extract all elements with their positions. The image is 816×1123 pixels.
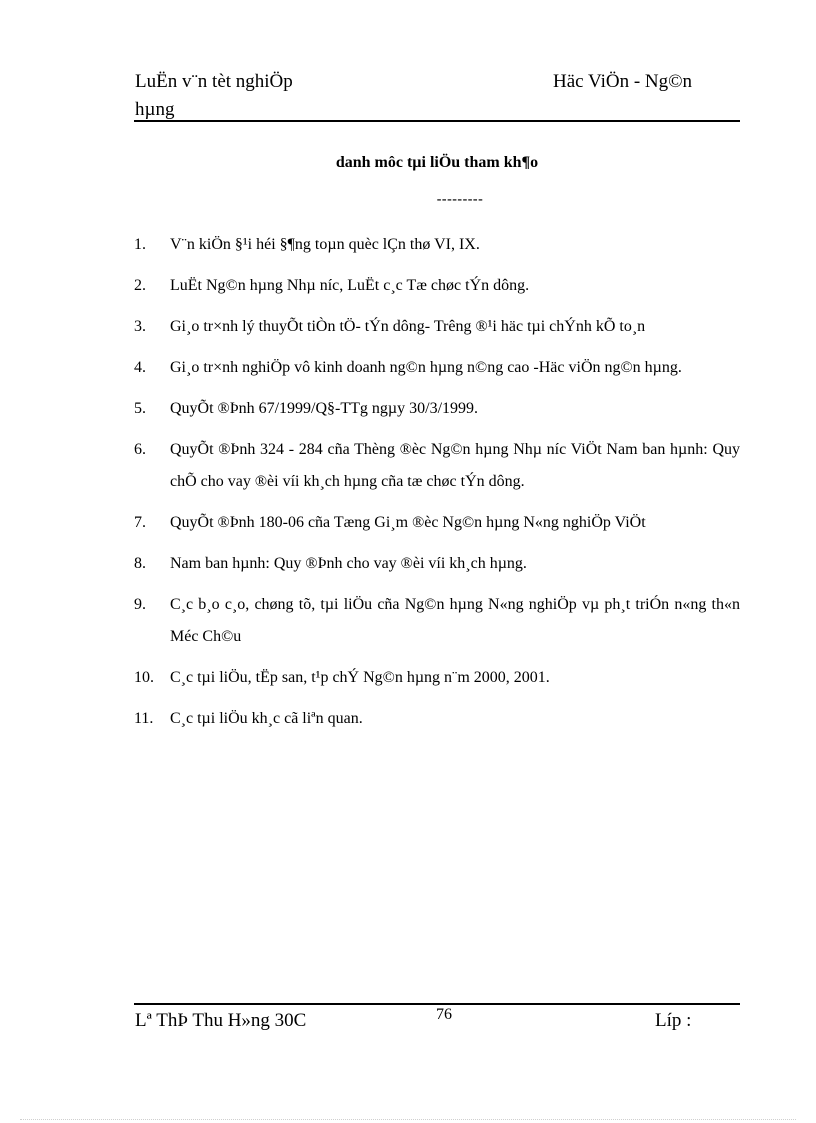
reference-item xyxy=(134,703,740,735)
reference-text: C¸c tµi liÖu kh¸c cã liªn quan. xyxy=(170,710,363,727)
title-separator: --------- xyxy=(436,192,484,207)
reference-item xyxy=(134,270,740,302)
reference-number: 9. xyxy=(134,596,146,613)
reference-number: 7. xyxy=(134,514,146,531)
reference-text: LuËt Ng©n hµng Nhµ níc, LuËt c¸c Tæ chøc tÝn dông. xyxy=(170,277,530,294)
reference-item xyxy=(134,393,740,425)
reference-text: C¸c b¸o c¸o, chøng tõ, tµi liÖu cña Ng©n hµng N«ng nghiÖp vµ ph¸t triÓn n«ng th«n Méc Ch©u xyxy=(170,596,740,645)
header-divider xyxy=(134,120,740,122)
reference-text: Gi¸o tr×nh nghiÖp vô kinh doanh ng©n hµng n©ng cao -Häc viÖn ng©n hµng. xyxy=(170,359,682,376)
reference-item xyxy=(134,662,740,694)
reference-number: 4. xyxy=(134,359,146,376)
reference-item xyxy=(134,507,740,539)
reference-item xyxy=(134,311,740,343)
footer-class: Líp : xyxy=(655,1010,692,1031)
reference-item xyxy=(134,229,740,261)
reference-item xyxy=(134,434,740,498)
reference-text: QuyÕt ®Þnh 180-06 cña Tæng Gi¸m ®èc Ng©n hµng N«ng nghiÖp ViÖt xyxy=(170,514,646,531)
reference-number: 1. xyxy=(134,236,146,253)
reference-number: 2. xyxy=(134,277,146,294)
reference-number: 11. xyxy=(134,710,154,727)
page-title: danh môc tµi liÖu tham kh¶o xyxy=(335,154,539,171)
page-number: 76 xyxy=(436,1006,452,1023)
reference-item xyxy=(134,589,740,653)
page-edge-divider xyxy=(20,1119,796,1120)
reference-text: QuyÕt ®Þnh 324 - 284 cña Thèng ®èc Ng©n hµng Nhµ níc ViÖt Nam ban hµnh: Quy chÕ cho vay ®èi víi kh¸ch hµng cña tæ chøc tÝn dông. xyxy=(170,441,740,490)
reference-text: QuyÕt ®Þnh 67/1999/Q§-TTg ngµy 30/3/1999. xyxy=(170,400,479,417)
reference-text: Nam ban hµnh: Quy ®Þnh cho vay ®èi víi kh¸ch hµng. xyxy=(170,555,527,572)
reference-list xyxy=(134,229,740,744)
reference-number: 10. xyxy=(134,669,154,686)
reference-number: 5. xyxy=(134,400,146,417)
reference-number: 3. xyxy=(134,318,146,335)
reference-item xyxy=(134,352,740,384)
reference-text: Gi¸o tr×nh lý thuyÕt tiÒn tÖ- tÝn dông- Trêng ®¹i häc tµi chÝnh kÕ to¸n xyxy=(170,318,646,335)
reference-text: V¨n kiÖn §¹i héi §¶ng toµn quèc lÇn thø VI, IX. xyxy=(170,236,480,253)
reference-text: C¸c tµi liÖu, tËp san, t¹p chÝ Ng©n hµng n¨m 2000, 2001. xyxy=(170,669,550,686)
header-right-text: Häc ViÖn - Ng©n xyxy=(553,71,693,92)
footer-author: Lª ThÞ Thu H»ng 30C xyxy=(135,1010,307,1031)
reference-item xyxy=(134,548,740,580)
reference-number: 6. xyxy=(134,441,146,458)
reference-number: 8. xyxy=(134,555,146,572)
header-left-text: LuËn v¨n tèt nghiÖp hµng xyxy=(135,71,293,120)
